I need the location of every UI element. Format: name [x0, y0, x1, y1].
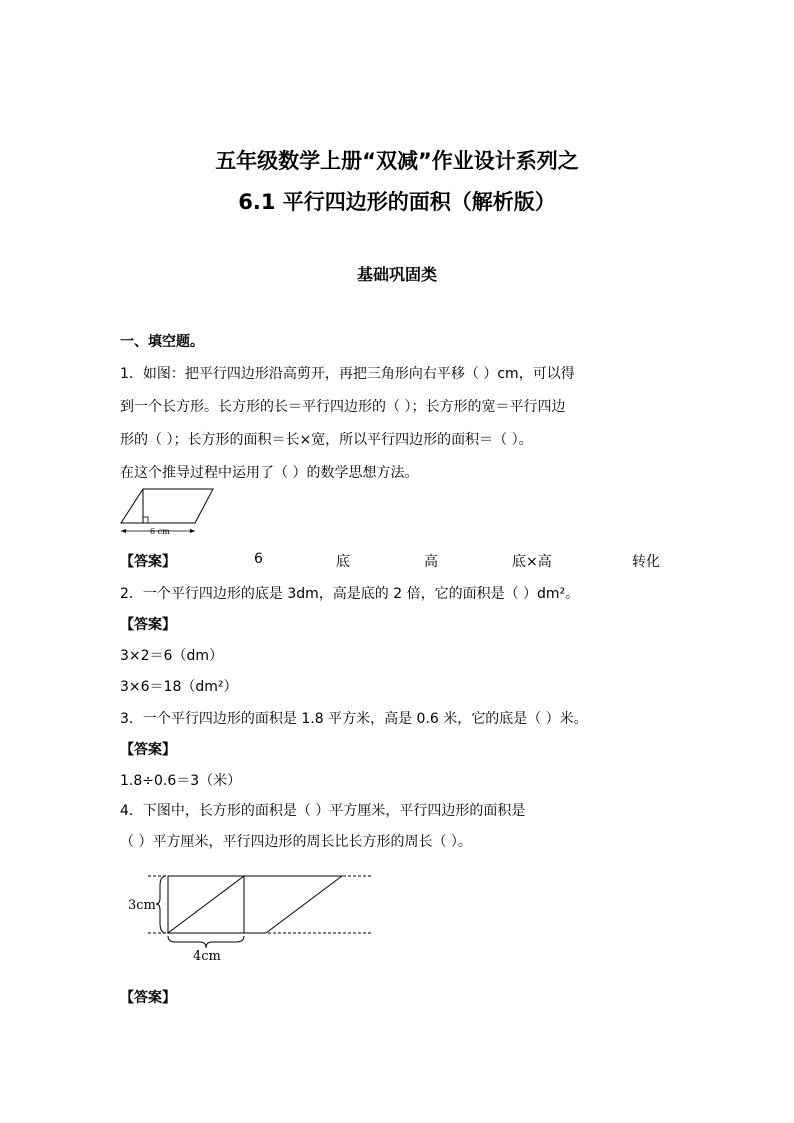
- q1-answer-label: 【答案】: [120, 554, 176, 570]
- page-title-line1: 五年级数学上册“双减”作业设计系列之: [215, 149, 579, 173]
- q1-line4: 在这个推导过程中运用了（ ）的数学思想方法。: [120, 465, 419, 481]
- q2-step-2: 3×6＝18（dm²）: [120, 679, 238, 695]
- parallelogram-figure: [116, 486, 222, 538]
- part1-heading: 一、填空题。: [120, 334, 204, 350]
- q1-answer-4: 底×高: [512, 554, 552, 570]
- figure-label-6cm: 6 cm: [150, 527, 170, 536]
- q4-line2: （ ）平方厘米，平行四边形的周长比长方形的周长（ ）。: [120, 834, 472, 850]
- section-title: 基础巩固类: [356, 265, 437, 284]
- label-width: 4cm: [193, 949, 221, 964]
- q4-line1: 4．下图中，长方形的面积是（ ）平方厘米，平行四边形的面积是: [120, 803, 526, 819]
- page-title-line2: 6.1 平行四边形的面积（解析版）: [238, 190, 556, 214]
- q3-text: 3．一个平行四边形的面积是 1.8 平方米，高是 0.6 米，它的底是（ ）米。: [120, 711, 588, 727]
- q1-answer-3: 高: [424, 554, 438, 570]
- q1-answer-5: 转化: [632, 554, 660, 570]
- q4-answer-label: 【答案】: [120, 990, 176, 1006]
- q2-answer-label: 【答案】: [120, 617, 176, 633]
- q1-line2: 到一个长方形。长方形的长＝平行四边形的（ ）；长方形的宽＝平行四边: [120, 399, 566, 415]
- q1-answer-1: 6: [254, 551, 263, 567]
- label-height: 3cm: [128, 898, 156, 913]
- q1-line1: 1．如图：把平行四边形沿高剪开，再把三角形向右平移（ ）cm，可以得: [120, 366, 575, 382]
- q2-text: 2．一个平行四边形的底是 3dm，高是底的 2 倍，它的面积是（ ）dm²。: [120, 586, 580, 602]
- q3-step-1: 1.8÷0.6＝3（米）: [120, 773, 242, 789]
- q2-step-1: 3×2＝6（dm）: [120, 648, 223, 664]
- q3-answer-label: 【答案】: [120, 742, 176, 758]
- q1-line3: 形的（ ）；长方形的面积＝长×宽，所以平行四边形的面积＝（ ）。: [120, 432, 533, 448]
- q1-answer-2: 底: [336, 554, 350, 570]
- rectangle-parallelogram-figure: [120, 866, 380, 966]
